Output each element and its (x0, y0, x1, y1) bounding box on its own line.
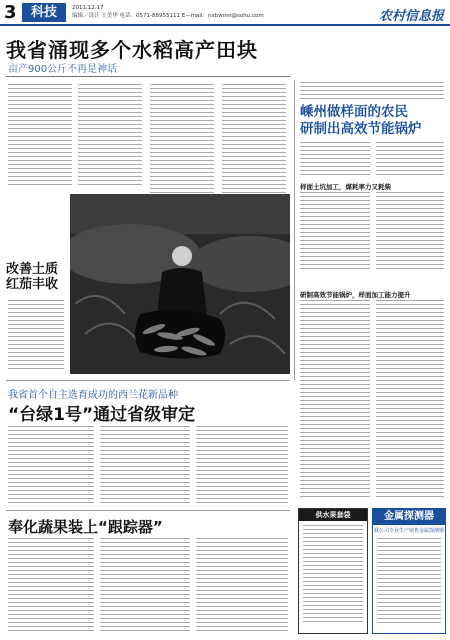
ad-box-metal-detector (372, 508, 446, 634)
ad-2-subtitle: 我公司专业生产销售金属探测器 (373, 528, 444, 534)
right-headline-line-2: 研制出高效节能锅炉 (300, 121, 422, 137)
mid-column-1 (8, 426, 94, 506)
bottom-rule (6, 510, 290, 511)
mid-column-3 (196, 426, 288, 506)
ad-1-body (303, 525, 363, 625)
lead-subheadline: 亩产900公斤不再是神话 (8, 64, 118, 75)
section-label: 科技 (22, 3, 66, 22)
mid-headline: “台绿1号”通过省级审定 (8, 405, 196, 425)
date-line (72, 4, 264, 20)
editor-contact: 编辑／设计 王美华 电话：0571-88955111 E—mail：nxbwnm@sohu.com (72, 13, 264, 19)
right-headline-line-1: 嵊州做样面的农民 (300, 104, 408, 120)
bottom-column-2 (100, 538, 190, 634)
right-text-block-1a (300, 142, 370, 178)
photo-title-line-2: 红茄丰收 (6, 277, 59, 292)
bottom-column-1 (8, 538, 94, 634)
photo-caption-text (8, 300, 64, 372)
page-number: 3 (4, 2, 17, 23)
right-subhead-2: 研制高效节能锅炉，样面加工能力提升 (300, 291, 411, 299)
news-photo (70, 194, 290, 374)
issue-date: 2011.12.17 (72, 5, 104, 11)
right-text-block-2b (376, 192, 444, 272)
right-headline (300, 104, 422, 138)
bottom-headline: 奉化蔬果装上“跟踪器” (8, 518, 163, 536)
lead-rule (6, 76, 290, 77)
right-text-block-2a (300, 192, 370, 272)
right-text-block-1b (376, 142, 444, 178)
right-intro-text (300, 82, 444, 100)
ad-box-fruit-bags (298, 508, 368, 634)
right-text-block-3a (300, 300, 370, 500)
lead-headline: 我省涌现多个水稻高产田块 (6, 38, 258, 62)
photo-title-line-1: 改善土质 (6, 262, 59, 277)
lead-column-2 (78, 84, 142, 186)
bottom-column-3 (196, 538, 288, 634)
photo-illustration (70, 194, 290, 374)
column-divider (294, 80, 295, 380)
ad-1-title: 供水果套袋 (299, 509, 367, 521)
ad-2-title: 金属探测器 (373, 509, 445, 525)
mid-column-2 (100, 426, 190, 506)
mid-kicker: 我省首个自主选育成功的西兰花新品种 (8, 390, 178, 401)
ad-2-body (377, 538, 441, 626)
mid-rule (6, 380, 290, 381)
right-text-block-3b (376, 300, 444, 500)
right-subhead-1: 样面土坑加工，煤耗率力又耗柴 (300, 183, 391, 191)
photo-story-title (6, 262, 58, 292)
lead-column-1 (8, 84, 72, 186)
newspaper-brand: 农村信息报 (378, 9, 444, 24)
